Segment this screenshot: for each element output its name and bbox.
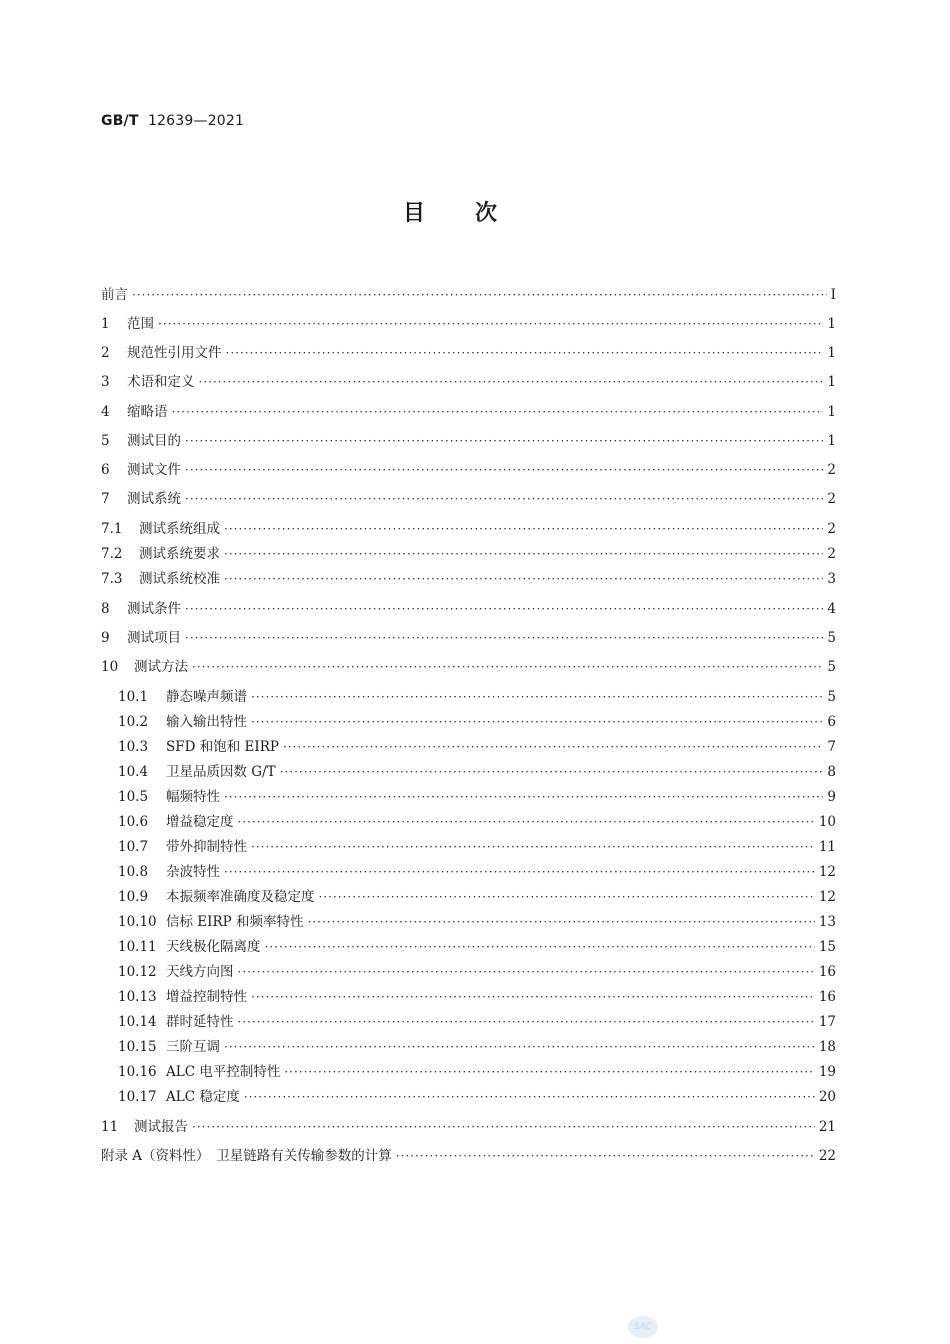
toc-entry-title: 群时延特性 xyxy=(166,1014,234,1030)
toc-entry-title: 术语和定义 xyxy=(127,374,195,390)
toc-entry-page: 21 xyxy=(818,1119,836,1135)
toc-entry-title: 增益控制特性 xyxy=(166,989,247,1005)
toc-entry-number: 9 xyxy=(101,630,110,646)
toc-entry-page: 1 xyxy=(827,433,836,449)
toc-entry-number: 10.17 xyxy=(118,1089,157,1105)
toc-entry[interactable] xyxy=(101,1116,836,1138)
dot-leader xyxy=(192,1116,815,1138)
toc-entry-number: 10.8 xyxy=(118,864,149,880)
toc-entry-number: 10.16 xyxy=(118,1064,157,1080)
dot-leader xyxy=(226,342,824,364)
toc-entry-title: 信标 EIRP 和频率特性 xyxy=(166,914,304,930)
toc-entry-number: 10.3 xyxy=(118,739,149,755)
toc-entry-number: 3 xyxy=(101,374,110,390)
toc-entry-page: 5 xyxy=(827,659,836,675)
toc-entry-title: 测试项目 xyxy=(127,630,181,646)
toc-entry[interactable] xyxy=(118,1036,836,1058)
toc-entry-page: 12 xyxy=(818,889,836,905)
toc-entry-page: 1 xyxy=(827,404,836,420)
dot-leader xyxy=(251,686,823,708)
toc-entry-number: 10.7 xyxy=(118,839,149,855)
toc-entry-title: 幅频特性 xyxy=(166,789,220,805)
toc-entry-number: 10.5 xyxy=(118,789,149,805)
dot-leader xyxy=(185,488,823,510)
toc-entry-page: 6 xyxy=(827,714,836,730)
toc-entry-page: 7 xyxy=(827,739,836,755)
toc-entry-page: 2 xyxy=(827,491,836,507)
toc-entry[interactable] xyxy=(101,401,836,423)
toc-entry-number: 2 xyxy=(101,345,110,361)
dot-leader xyxy=(308,911,815,933)
toc-entry-page: 8 xyxy=(827,764,836,780)
toc-entry[interactable] xyxy=(118,761,836,783)
toc-entry-page: 11 xyxy=(818,839,836,855)
dot-leader xyxy=(224,861,815,883)
toc-entry-title: 测试方法 xyxy=(134,659,188,675)
toc-entry-number: 10.9 xyxy=(118,889,149,905)
toc-entry-number: 10.10 xyxy=(118,914,157,930)
toc-entry-title: 规范性引用文件 xyxy=(127,345,222,361)
toc-entry-title: 测试报告 xyxy=(134,1119,188,1135)
toc-entry[interactable] xyxy=(118,861,836,883)
toc-entry[interactable] xyxy=(101,459,836,481)
toc-entry-page: 16 xyxy=(818,964,836,980)
toc-entry-page: 13 xyxy=(818,914,836,930)
toc-entry-title: 增益稳定度 xyxy=(166,814,234,830)
toc-entry-title: （资料性） 卫星链路有关传输参数的计算 xyxy=(142,1148,392,1164)
dot-leader xyxy=(199,371,824,393)
dot-leader xyxy=(251,986,815,1008)
toc-entry-number: 5 xyxy=(101,433,110,449)
toc-entry-title: 范围 xyxy=(127,316,154,332)
dot-leader xyxy=(284,1061,814,1083)
toc-entry-number: 10.15 xyxy=(118,1039,157,1055)
toc-entry-number: 附录 A xyxy=(101,1148,143,1164)
toc-entry-page: 2 xyxy=(827,462,836,478)
toc-entry[interactable] xyxy=(118,836,836,858)
dot-leader xyxy=(224,786,823,808)
toc-entry-number: 10.1 xyxy=(118,689,149,705)
toc-entry[interactable] xyxy=(118,736,836,758)
dot-leader xyxy=(396,1145,815,1167)
dot-leader xyxy=(238,811,815,833)
toc-entry-number: 7 xyxy=(101,491,110,507)
toc-entry-page: 16 xyxy=(818,989,836,1005)
toc-entry-title: ALC 电平控制特性 xyxy=(166,1064,281,1080)
toc-entry-number: 10.4 xyxy=(118,764,149,780)
toc-entry-page: 18 xyxy=(818,1039,836,1055)
toc-entry-number: 1 xyxy=(101,316,110,332)
toc-entry[interactable] xyxy=(101,627,836,649)
toc-entry-title: 带外抑制特性 xyxy=(166,839,247,855)
toc-entry-number: 10.2 xyxy=(118,714,149,730)
toc-entry-page: 5 xyxy=(827,630,836,646)
toc-entry-number: 7.2 xyxy=(101,546,123,562)
toc-entry-number: 10.12 xyxy=(118,964,157,980)
toc-entry-page: 10 xyxy=(818,814,836,830)
toc-entry-number: 7.1 xyxy=(101,521,123,537)
toc-entry-number: 10.13 xyxy=(118,989,157,1005)
dot-leader xyxy=(185,430,823,452)
toc-entry-page: I xyxy=(830,287,836,303)
dot-leader xyxy=(185,459,823,481)
toc-entry-title: SFD 和饱和 EIRP xyxy=(166,739,279,755)
toc-entry-page: 19 xyxy=(818,1064,836,1080)
dot-leader xyxy=(224,1036,815,1058)
toc-entry-page: 1 xyxy=(827,345,836,361)
dot-leader xyxy=(224,518,823,540)
toc-entry-title: 杂波特性 xyxy=(166,864,220,880)
toc-entry-page: 2 xyxy=(827,546,836,562)
toc-entry-title: ALC 稳定度 xyxy=(166,1089,240,1105)
toc-entry[interactable] xyxy=(118,961,836,983)
toc-entry[interactable] xyxy=(101,1145,836,1167)
toc-entry[interactable] xyxy=(118,786,836,808)
dot-leader xyxy=(158,313,823,335)
dot-leader xyxy=(185,598,823,620)
toc-entry[interactable] xyxy=(101,430,836,452)
toc-entry-page: 20 xyxy=(818,1089,836,1105)
dot-leader xyxy=(192,656,823,678)
toc-entry[interactable] xyxy=(118,886,836,908)
sac-watermark: SAC xyxy=(628,1316,658,1338)
toc-entry-page: 9 xyxy=(827,789,836,805)
toc-entry-title: 天线极化隔离度 xyxy=(166,939,261,955)
toc-entry-title: 测试文件 xyxy=(127,462,181,478)
toc-entry-number: 7.3 xyxy=(101,571,123,587)
toc-entry[interactable] xyxy=(101,518,836,540)
toc-entry-title: 本振频率准确度及稳定度 xyxy=(166,889,315,905)
dot-leader xyxy=(251,711,823,733)
toc-entry-number: 10 xyxy=(101,659,119,675)
toc-entry-number: 10.6 xyxy=(118,814,149,830)
toc-entry-number: 4 xyxy=(101,404,110,420)
toc-entry-number: 10.14 xyxy=(118,1014,157,1030)
toc-entry-page: 4 xyxy=(827,601,836,617)
dot-leader xyxy=(319,886,815,908)
toc-entry-title: 测试系统组成 xyxy=(139,521,220,537)
toc-entry-number: 11 xyxy=(101,1119,119,1135)
toc-entry-title: 测试条件 xyxy=(127,601,181,617)
toc-entry-title: 天线方向图 xyxy=(166,964,234,980)
toc-entry-title: 测试系统 xyxy=(127,491,181,507)
dot-leader xyxy=(238,961,815,983)
toc-entry[interactable] xyxy=(118,1086,836,1108)
dot-leader xyxy=(224,543,823,565)
dot-leader xyxy=(244,1086,815,1108)
toc-entry-page: 12 xyxy=(818,864,836,880)
toc-entry[interactable] xyxy=(118,1061,836,1083)
document-code xyxy=(101,113,244,129)
toc-entry[interactable] xyxy=(101,284,836,306)
toc-entry-page: 22 xyxy=(818,1148,836,1164)
toc-entry-title: 测试系统要求 xyxy=(139,546,220,562)
toc-entry[interactable] xyxy=(101,598,836,620)
toc-entry[interactable] xyxy=(118,911,836,933)
dot-leader xyxy=(238,1011,815,1033)
toc-entry[interactable] xyxy=(118,1011,836,1033)
dot-leader xyxy=(283,736,823,758)
toc-entry-page: 5 xyxy=(827,689,836,705)
dot-leader xyxy=(132,284,827,306)
toc-entry[interactable] xyxy=(118,811,836,833)
toc-entry[interactable] xyxy=(101,488,836,510)
toc-entry-title: 三阶互调 xyxy=(166,1039,220,1055)
standard-code: GB/T xyxy=(101,113,139,129)
toc-entry-title: 测试目的 xyxy=(127,433,181,449)
toc-entry[interactable] xyxy=(101,313,836,335)
toc-entry-title: 卫星品质因数 G/T xyxy=(166,764,276,780)
toc-entry-number: 8 xyxy=(101,601,110,617)
toc-entry[interactable] xyxy=(118,986,836,1008)
dot-leader xyxy=(185,627,823,649)
toc-entry[interactable] xyxy=(118,711,836,733)
toc-entry-page: 17 xyxy=(818,1014,836,1030)
toc-entry-title: 测试系统校准 xyxy=(139,571,220,587)
toc-entry-number: 6 xyxy=(101,462,110,478)
standard-number: 12639—2021 xyxy=(147,113,245,129)
toc-entry[interactable] xyxy=(101,568,836,590)
toc-entry[interactable] xyxy=(101,543,836,565)
toc-entry[interactable] xyxy=(101,371,836,393)
page-title: 目次 xyxy=(402,201,547,226)
toc-entry-title: 静态噪声频谱 xyxy=(166,689,247,705)
dot-leader xyxy=(172,401,824,423)
dot-leader xyxy=(251,836,815,858)
toc-entry-title: 缩略语 xyxy=(127,404,168,420)
toc-entry-title: 输入输出特性 xyxy=(166,714,247,730)
dot-leader xyxy=(280,761,824,783)
toc-entry-page: 1 xyxy=(827,374,836,390)
toc-entry-number: 10.11 xyxy=(118,939,157,955)
toc-entry-page: 15 xyxy=(818,939,836,955)
toc-entry[interactable] xyxy=(118,936,836,958)
dot-leader xyxy=(265,936,815,958)
toc-entry[interactable] xyxy=(101,656,836,678)
toc-entry-title: 前言 xyxy=(101,287,128,303)
toc-entry[interactable] xyxy=(118,686,836,708)
toc-entry-page: 1 xyxy=(827,316,836,332)
dot-leader xyxy=(224,568,823,590)
toc-entry[interactable] xyxy=(101,342,836,364)
toc-entry-page: 3 xyxy=(827,571,836,587)
toc-entry-page: 2 xyxy=(827,521,836,537)
